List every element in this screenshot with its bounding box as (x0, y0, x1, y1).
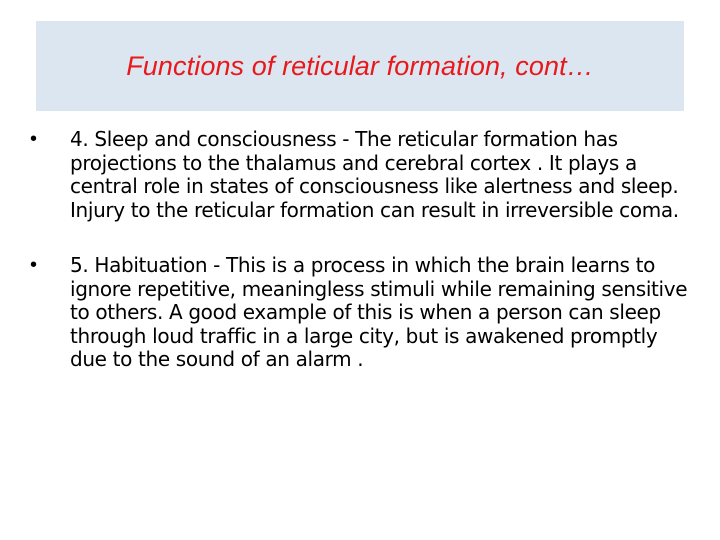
bullet-item-habituation (30, 254, 690, 372)
bullet-text: 5. Habituation - This is a process in which the brain learns to ignore repetitive, meaningless stimuli while remaining sensitive to others. A good example of this is when a person can sleep through loud traffic in a large city, but is awakened promptly due to the sound of an alarm . (70, 253, 688, 371)
bullet-item-sleep (30, 128, 690, 222)
bullet-marker: • (30, 128, 37, 150)
bullet-text: 4. Sleep and consciousness - The reticular formation has projections to the thalamus and cerebral cortex . It plays a central role in states of consciousness like alertness and sleep. Injury to the reticular formation can result in irreversible coma. (70, 127, 679, 222)
bullet-marker: • (30, 254, 37, 276)
slide-title: Functions of reticular formation, cont… (126, 50, 594, 81)
bullet-list (30, 128, 690, 372)
title-band (36, 21, 684, 111)
